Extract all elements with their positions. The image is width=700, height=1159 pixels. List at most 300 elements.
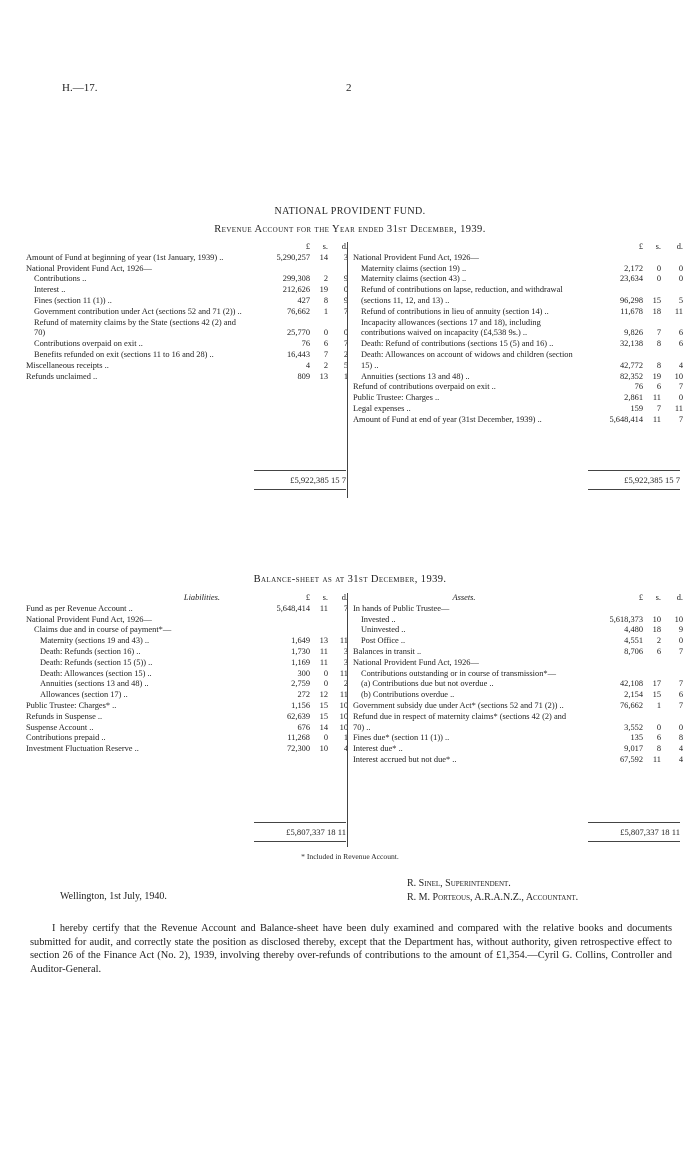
row-label: Refund of maternity claims by the State (sections 42 (2) and 70) (34, 317, 236, 338)
row-label: Death: Allowances (section 15) .. (40, 668, 152, 678)
amount-pence: 8 (678, 733, 683, 743)
place-date: Wellington, 1st July, 1940. (60, 891, 167, 902)
table-row (353, 350, 683, 372)
page-number: 2 (346, 82, 352, 94)
amount-shillings: 19 (319, 285, 328, 295)
amount-pounds: 11,268 (287, 733, 310, 743)
table-row (26, 625, 348, 636)
amount-pounds: 2,759 (291, 679, 310, 689)
table-row (353, 604, 683, 615)
amount-pounds (575, 604, 643, 615)
amount-pence: 0 (343, 285, 348, 295)
row-label: Maternity claims (section 43) .. (361, 274, 467, 284)
amount-shillings (643, 669, 661, 680)
amount-pence: 9 (343, 295, 348, 305)
amount-pence: 4 (343, 744, 348, 754)
amount-pounds: 5,648,414 (609, 414, 643, 424)
amount-pounds: 82,352 (619, 371, 643, 381)
assets-table (353, 593, 683, 766)
amount-shillings: 8 (656, 360, 661, 370)
amount-shillings: 14 (319, 252, 328, 262)
balance-sheet-title: Balance-sheet as at 31st December, 1939. (253, 574, 447, 585)
amount-pence: 4 (678, 754, 683, 764)
table-row (26, 339, 348, 350)
amount-pence: 7 (678, 414, 683, 424)
row-label: National Provident Fund Act, 1926— (353, 252, 479, 262)
amount-shillings: 13 (319, 636, 328, 646)
amount-pence: 4 (678, 744, 683, 754)
amount-shillings: 10 (319, 744, 328, 754)
amount-pounds: 2,172 (624, 263, 643, 273)
row-label: Death: Refunds (section 15 (5)) .. (40, 657, 153, 667)
amount-shillings: 11 (652, 754, 661, 764)
amount-pounds (575, 658, 643, 669)
amount-pounds: 16,443 (286, 349, 310, 359)
amount-pounds (246, 264, 310, 275)
amount-pence: 11 (339, 636, 348, 646)
table-row (26, 318, 348, 340)
amount-pounds: 3,552 (624, 722, 643, 732)
amount-shillings: 0 (656, 722, 661, 732)
amount-pounds: 9,017 (624, 744, 643, 754)
row-label: Balances in transit .. (353, 646, 422, 656)
amount-pounds: 2,154 (624, 690, 643, 700)
table-row (353, 415, 683, 426)
amount-pounds: 9,826 (624, 328, 643, 338)
amount-shillings: 14 (319, 722, 328, 732)
table-row (26, 701, 348, 712)
amount-pence: 3 (343, 252, 348, 262)
amount-pounds: 1,169 (291, 657, 310, 667)
amount-pounds: 76 (634, 382, 643, 392)
amount-pence: 10 (339, 711, 348, 721)
amount-pence: 7 (678, 700, 683, 710)
amount-pence: 10 (674, 614, 683, 624)
revenue-total-left: £5,922,385 15 7 (254, 470, 346, 490)
table-row (353, 318, 683, 340)
row-label: Death: Allowances on account of widows and children (section 15) .. (361, 349, 573, 370)
shilling-header: s. (655, 593, 661, 602)
revenue-account-title: Revenue Account for the Year ended 31st December, 1939. (214, 224, 486, 235)
amount-shillings: 18 (652, 306, 661, 316)
amount-shillings: 7 (323, 349, 328, 359)
table-row (26, 307, 348, 318)
table-row (353, 404, 683, 415)
liabilities-heading: Liabilities. (183, 593, 220, 602)
pence-header: d. (676, 242, 683, 251)
amount-pence: 7 (678, 679, 683, 689)
table-row (26, 372, 348, 383)
pence-header: d. (676, 593, 683, 602)
amount-pence (661, 658, 683, 669)
amount-shillings: 11 (319, 657, 328, 667)
amount-shillings: 15 (652, 690, 661, 700)
balance-total-right: £5,807,337 18 11 (588, 822, 680, 842)
amount-shillings: 11 (652, 393, 661, 403)
amount-pounds: 300 (297, 668, 310, 678)
row-label: Contributions .. (34, 274, 87, 284)
amount-shillings: 10 (652, 614, 661, 624)
amount-pence: 10 (339, 722, 348, 732)
row-label: Refunds in Suspense .. (26, 711, 103, 721)
amount-shillings: 0 (323, 679, 328, 689)
amount-pence: 4 (678, 360, 683, 370)
amount-shillings: 6 (656, 646, 661, 656)
amount-shillings (310, 615, 328, 626)
amount-shillings: 6 (656, 382, 661, 392)
table-row (353, 636, 683, 647)
table-row (353, 690, 683, 701)
amount-shillings: 15 (652, 295, 661, 305)
amount-pence: 7 (678, 382, 683, 392)
row-label: Allowances (section 17) .. (40, 690, 128, 700)
amount-pence: 11 (339, 668, 348, 678)
pound-header: £ (305, 242, 310, 251)
amount-pounds: 4,480 (624, 625, 643, 635)
table-row (26, 744, 348, 755)
assets-heading: Assets. (452, 593, 476, 602)
table-row (353, 264, 683, 275)
row-label: Amount of Fund at end of year (31st December, 1939) .. (353, 414, 542, 424)
liabilities-header-row (26, 593, 348, 604)
liabilities-table (26, 593, 348, 755)
amount-pounds: 272 (297, 690, 310, 700)
amount-pounds: 4,551 (624, 636, 643, 646)
amount-shillings: 15 (319, 700, 328, 710)
table-row (26, 253, 348, 264)
row-label: Refund of contributions on lapse, reduction, and withdrawal (sections 11, 12, and 13) .. (361, 285, 563, 305)
table-row (26, 658, 348, 669)
amount-pounds: 1,156 (291, 700, 310, 710)
revenue-divider (347, 242, 348, 498)
auditor-certificate: I hereby certify that the Revenue Account and Balance-sheet have been duly examined and compared with the relative books and documents submitted for audit, and correctly state the position as disclosed thereby, except that the Department has, without authority, given retrospective effect to section 26 of the Finance Act (No. 2), 1939, involving thereby over-refunds of contributions to the amount of £1,354.—Cyril G. Collins, Controller and Auditor-General. (30, 923, 672, 975)
row-label: Legal expenses .. (353, 403, 411, 413)
amount-pounds: 135 (630, 733, 643, 743)
table-row (353, 744, 683, 755)
table-row (353, 647, 683, 658)
amount-shillings: 0 (323, 733, 328, 743)
row-label: National Provident Fund Act, 1926— (26, 263, 152, 273)
row-label: Refund of contributions in lieu of annuity (section 14) .. (361, 306, 549, 316)
table-row (26, 274, 348, 285)
amount-pence: 1 (343, 371, 348, 381)
shilling-header: s. (322, 593, 328, 602)
table-row (353, 755, 683, 766)
revenue-right-column (353, 242, 683, 426)
amount-shillings: 8 (323, 295, 328, 305)
amount-pence: 9 (678, 625, 683, 635)
amount-pence: 3 (343, 646, 348, 656)
amount-pence: 0 (678, 263, 683, 273)
assets-header-row (353, 593, 683, 604)
table-row (26, 733, 348, 744)
table-row (26, 604, 348, 615)
amount-shillings: 7 (656, 328, 661, 338)
shilling-header: s. (322, 242, 328, 251)
row-label: Miscellaneous receipts .. (26, 360, 109, 370)
amount-pounds (246, 625, 310, 636)
revenue-left-column (26, 242, 348, 382)
amount-pence: 0 (678, 274, 683, 284)
amount-pence: 6 (678, 339, 683, 349)
amount-pounds: 11,678 (620, 306, 643, 316)
table-row (353, 393, 683, 404)
balance-footnote: * Included in Revenue Account. (301, 852, 399, 861)
amount-pence (328, 625, 348, 636)
amount-pounds: 212,626 (282, 285, 310, 295)
amount-pounds: 67,592 (619, 754, 643, 764)
liabilities-column (26, 593, 348, 755)
amount-pounds: 76,662 (286, 306, 310, 316)
row-label: Maternity claims (section 19) .. (361, 263, 467, 273)
amount-pence: 0 (678, 722, 683, 732)
amount-pounds: 809 (297, 371, 310, 381)
table-row (353, 274, 683, 285)
amount-pounds: 5,648,414 (276, 603, 310, 613)
amount-shillings: 0 (323, 328, 328, 338)
row-label: Government subsidy due under Act* (sections 52 and 71 (2)) .. (353, 700, 564, 710)
table-row (26, 712, 348, 723)
amount-shillings: 13 (319, 371, 328, 381)
amount-pence: 5 (343, 360, 348, 370)
row-label: Public Trustee: Charges* .. (26, 700, 117, 710)
row-label: Interest accrued but not due* .. (353, 754, 457, 764)
table-row (26, 723, 348, 734)
amount-pounds (246, 615, 310, 626)
row-label: Uninvested .. (361, 625, 406, 635)
row-label: Incapacity allowances (sections 17 and 18), including contributions waived on incapacity (£4,538 9s.) .. (361, 317, 541, 338)
table-row (353, 307, 683, 318)
amount-shillings: 8 (656, 339, 661, 349)
amount-shillings: 7 (656, 403, 661, 413)
amount-shillings (310, 264, 328, 275)
amount-pounds: 676 (297, 722, 310, 732)
currency-header-row (353, 242, 683, 253)
revenue-total-right: £5,922,385 15 7 (588, 470, 680, 490)
amount-shillings (643, 658, 661, 669)
shilling-header: s. (655, 242, 661, 251)
amount-pence: 11 (674, 403, 683, 413)
amount-pounds: 32,138 (619, 339, 643, 349)
amount-pence: 5 (678, 295, 683, 305)
amount-shillings: 15 (319, 711, 328, 721)
amount-pence: 2 (343, 679, 348, 689)
fund-title: NATIONAL PROVIDENT FUND. (274, 206, 426, 217)
amount-pounds: 159 (630, 403, 643, 413)
amount-pence: 10 (674, 371, 683, 381)
amount-shillings: 2 (323, 360, 328, 370)
amount-pounds: 25,770 (286, 328, 310, 338)
amount-pounds (575, 669, 643, 680)
amount-pounds: 23,634 (619, 274, 643, 284)
amount-pence: 6 (678, 690, 683, 700)
row-label: National Provident Fund Act, 1926— (26, 614, 152, 624)
amount-pence (328, 615, 348, 626)
amount-pounds: 76 (301, 339, 310, 349)
pence-header: d. (341, 593, 348, 602)
amount-pounds: 427 (297, 295, 310, 305)
amount-pence (661, 604, 683, 615)
amount-pounds: 5,290,257 (276, 252, 310, 262)
amount-pence: 2 (343, 349, 348, 359)
amount-shillings: 19 (652, 371, 661, 381)
row-label: Maternity (sections 19 and 43) .. (40, 636, 150, 646)
row-label: Refund of contributions overpaid on exit .. (353, 382, 496, 392)
amount-shillings: 11 (319, 646, 328, 656)
table-row (26, 679, 348, 690)
row-label: Annuities (sections 13 and 48) .. (361, 371, 470, 381)
amount-shillings: 6 (656, 733, 661, 743)
amount-pence: 11 (339, 690, 348, 700)
row-label: Refunds unclaimed .. (26, 371, 98, 381)
document-reference: H.—17. (62, 82, 98, 94)
amount-pence: 7 (343, 306, 348, 316)
row-label: (a) Contributions due but not overdue .. (361, 679, 494, 689)
amount-shillings: 8 (656, 744, 661, 754)
table-row (26, 647, 348, 658)
row-label: Post Office .. (361, 636, 406, 646)
amount-shillings: 12 (319, 690, 328, 700)
table-row (353, 372, 683, 383)
amount-pounds (575, 253, 643, 264)
table-row (353, 615, 683, 626)
amount-pence: 7 (343, 603, 348, 613)
row-label: Claims due and in course of payment*— (34, 625, 172, 635)
pound-header: £ (638, 242, 643, 251)
table-row (26, 361, 348, 372)
table-row (353, 679, 683, 690)
pound-header: £ (638, 593, 643, 602)
amount-pence: 1 (343, 733, 348, 743)
row-label: Benefits refunded on exit (sections 11 to 16 and 28) .. (34, 349, 214, 359)
amount-pounds: 72,300 (286, 744, 310, 754)
row-label: Fines due* (section 11 (1)) .. (353, 733, 450, 743)
amount-pence: 0 (343, 328, 348, 338)
amount-pence: 10 (339, 700, 348, 710)
balance-divider (347, 593, 348, 847)
balance-total-left: £5,807,337 18 11 (254, 822, 346, 842)
amount-shillings: 18 (652, 625, 661, 635)
revenue-payments-table (353, 242, 683, 426)
amount-shillings (310, 625, 328, 636)
table-row (353, 733, 683, 744)
accountant-signature: R. M. Porteous, A.R.A.N.Z., Accountant. (407, 892, 579, 903)
amount-pence: 0 (678, 393, 683, 403)
table-row (26, 264, 348, 275)
amount-pence: 3 (343, 657, 348, 667)
amount-shillings (643, 604, 661, 615)
amount-pence (328, 264, 348, 275)
table-row (26, 615, 348, 626)
amount-shillings: 2 (656, 636, 661, 646)
amount-shillings: 17 (652, 679, 661, 689)
row-label: Interest due* .. (353, 744, 403, 754)
row-label: Death: Refunds (section 16) .. (40, 646, 141, 656)
row-label: Annuities (sections 13 and 48) .. (40, 679, 149, 689)
table-row (26, 636, 348, 647)
revenue-receipts-table (26, 242, 348, 382)
amount-shillings: 1 (656, 700, 661, 710)
table-row (353, 285, 683, 307)
pound-header: £ (305, 593, 310, 602)
table-row (353, 669, 683, 680)
table-row (353, 253, 683, 264)
table-row (26, 669, 348, 680)
amount-pounds: 1,730 (291, 646, 310, 656)
table-row (353, 339, 683, 350)
row-label: Invested .. (361, 614, 396, 624)
row-label: National Provident Fund Act, 1926— (353, 657, 479, 667)
amount-shillings: 6 (323, 339, 328, 349)
row-label: Contributions prepaid .. (26, 733, 106, 743)
amount-shillings (643, 253, 661, 264)
amount-pence: 7 (678, 646, 683, 656)
table-row (26, 690, 348, 701)
amount-pounds: 42,772 (619, 360, 643, 370)
table-row (353, 382, 683, 393)
row-label: Refund due in respect of maternity claims* (sections 42 (2) and 70) .. (353, 711, 567, 732)
amount-pounds: 42,108 (619, 679, 643, 689)
amount-pounds: 62,639 (286, 711, 310, 721)
table-row (26, 350, 348, 361)
amount-pounds: 76,662 (619, 700, 643, 710)
assets-column (353, 593, 683, 766)
table-row (353, 658, 683, 669)
row-label: Fund as per Revenue Account .. (26, 603, 133, 613)
row-label: Suspense Account .. (26, 722, 94, 732)
row-label: Contributions overpaid on exit .. (34, 339, 143, 349)
row-label: Public Trustee: Charges .. (353, 393, 440, 403)
amount-pence: 0 (678, 636, 683, 646)
amount-pounds: 1,649 (291, 636, 310, 646)
table-row (26, 285, 348, 296)
currency-header-row (26, 242, 348, 253)
amount-shillings: 11 (652, 414, 661, 424)
table-row (353, 701, 683, 712)
pence-header: d. (341, 242, 348, 251)
row-label: (b) Contributions overdue .. (361, 690, 455, 700)
row-label: Government contribution under Act (sections 52 and 71 (2)) .. (34, 306, 242, 316)
amount-pence (661, 669, 683, 680)
row-label: In hands of Public Trustee— (353, 603, 450, 613)
row-label: Death: Refund of contributions (sections 15 (5) and 16) .. (361, 339, 554, 349)
amount-pounds: 5,618,373 (609, 614, 643, 624)
amount-pounds: 299,308 (282, 274, 310, 284)
table-row (26, 296, 348, 307)
superintendent-signature: R. Sinel, Superintendent. (407, 878, 511, 889)
amount-shillings: 2 (323, 274, 328, 284)
amount-pounds: 8,706 (624, 646, 643, 656)
amount-pence (661, 253, 683, 264)
amount-shillings: 1 (323, 306, 328, 316)
amount-pence: 7 (343, 339, 348, 349)
amount-shillings: 0 (323, 668, 328, 678)
row-label: Fines (section 11 (1)) .. (34, 295, 112, 305)
table-row (353, 625, 683, 636)
amount-pounds: 4 (305, 360, 310, 370)
amount-pounds: 2,861 (624, 393, 643, 403)
table-row (353, 712, 683, 734)
row-label: Investment Fluctuation Reserve .. (26, 744, 139, 754)
amount-shillings: 0 (656, 263, 661, 273)
amount-pence: 11 (674, 306, 683, 316)
amount-pence: 6 (678, 328, 683, 338)
row-label: Interest .. (34, 285, 66, 295)
amount-shillings: 11 (319, 603, 328, 613)
row-label: Contributions outstanding or in course of transmission*— (361, 668, 556, 678)
amount-pounds: 96,298 (619, 295, 643, 305)
amount-shillings: 0 (656, 274, 661, 284)
